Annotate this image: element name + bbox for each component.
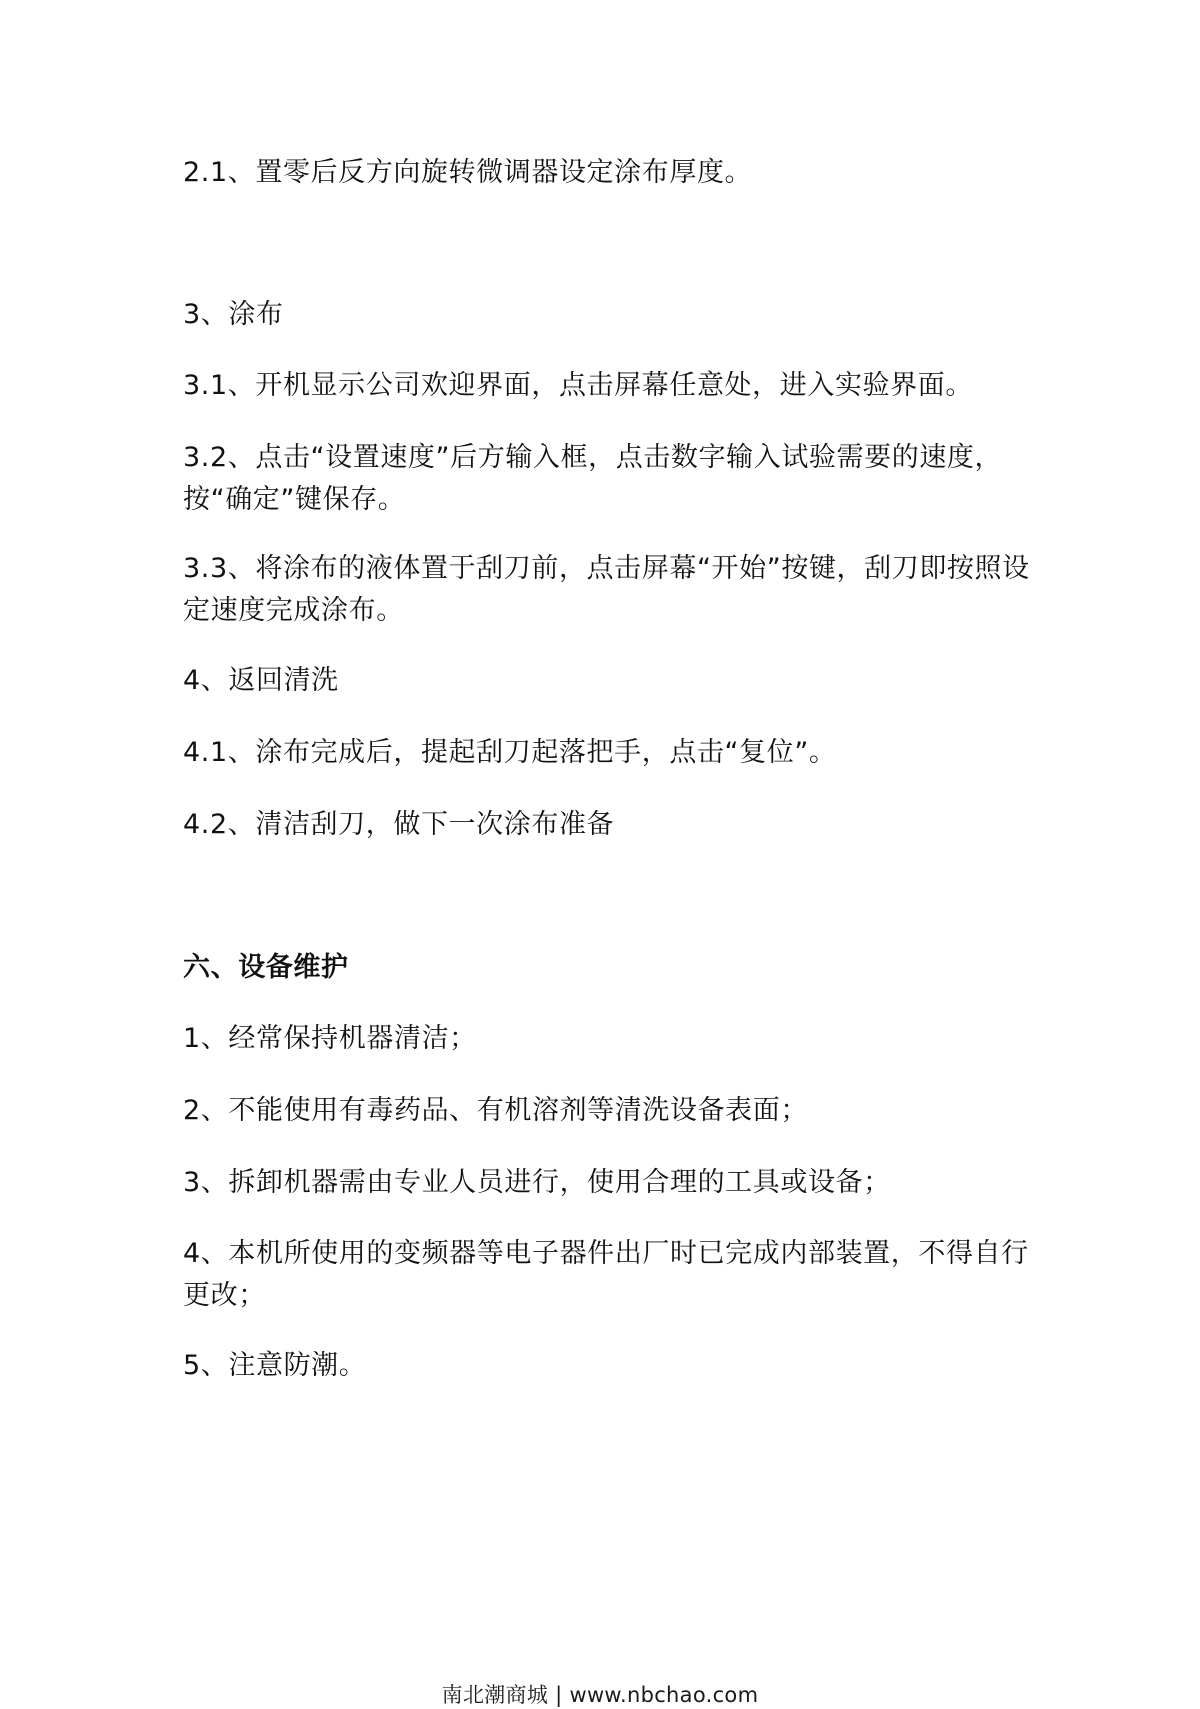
maintenance-item-4: 4、本机所使用的变频器等电子器件出厂时已完成内部装置，不得自行更改； (183, 1238, 1029, 1311)
maintenance-item-1: 1、经常保持机器清洁； (183, 1023, 477, 1054)
paragraph-3-heading: 3、涂布 (183, 299, 284, 330)
maintenance-item-3: 3、拆卸机器需由专业人员进行，使用合理的工具或设备； (183, 1167, 891, 1198)
paragraph-3-1: 3.1、开机显示公司欢迎界面，点击屏幕任意处，进入实验界面。 (183, 370, 973, 401)
maintenance-item-2: 2、不能使用有毒药品、有机溶剂等清洗设备表面； (183, 1095, 808, 1126)
paragraph-4-2: 4.2、清洁刮刀，做下一次涂布准备 (183, 809, 615, 840)
paragraph-4-heading: 4、返回清洗 (183, 665, 339, 696)
maintenance-item-5: 5、注意防潮。 (183, 1350, 367, 1381)
section-heading-maintenance: 六、设备维护 (183, 952, 349, 983)
paragraph-3-2: 3.2、点击“设置速度”后方输入框，点击数字输入试验需要的速度，按“确定”键保存。 (183, 442, 1003, 515)
paragraph-2-1: 2.1、置零后反方向旋转微调器设定涂布厚度。 (183, 157, 753, 188)
paragraph-4-1: 4.1、涂布完成后，提起刮刀起落把手，点击“复位”。 (183, 737, 837, 768)
footer-text: 南北潮商城 | www.nbchao.com (441, 1683, 759, 1707)
paragraph-3-3: 3.3、将涂布的液体置于刮刀前，点击屏幕“开始”按键，刮刀即按照设定速度完成涂布。 (183, 553, 1030, 626)
